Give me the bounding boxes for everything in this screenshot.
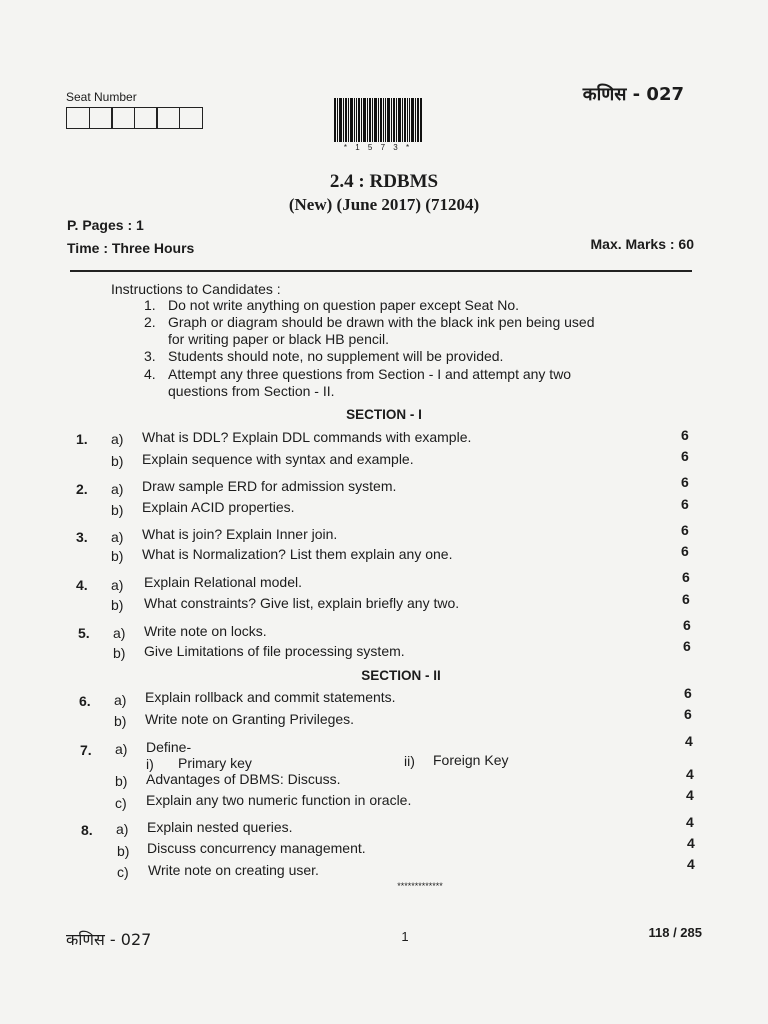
question-text: Explain any two numeric function in oracle.	[146, 792, 412, 808]
barcode-number: * 1 5 7 3 *	[343, 143, 413, 152]
section-2-heading: SECTION - II	[361, 668, 441, 683]
seat-number-label: Seat Number	[66, 90, 137, 104]
question-part-label: a)	[111, 577, 124, 593]
question-part-label: a)	[111, 529, 124, 545]
question-text: Explain rollback and commit statements.	[145, 689, 396, 705]
page-count: P. Pages : 1	[67, 217, 144, 233]
question-number: 1.	[76, 431, 88, 447]
question-text: Explain nested queries.	[147, 819, 293, 835]
section-1-heading: SECTION - I	[346, 407, 422, 422]
question-text: Draw sample ERD for admission system.	[142, 478, 397, 494]
seat-box	[89, 107, 113, 129]
define-item-text: Primary key	[178, 755, 252, 771]
seat-box	[66, 107, 90, 129]
question-marks: 4	[686, 814, 694, 830]
instruction-item	[144, 297, 664, 314]
instruction-text: Students should note, no supplement will be provided.	[168, 348, 504, 364]
instruction-number: 2.	[144, 314, 156, 330]
question-marks: 4	[687, 856, 695, 872]
question-text: Write note on creating user.	[148, 862, 319, 878]
footer-paper-code: कणिस - 027	[66, 930, 152, 949]
question-part-label: b)	[111, 548, 124, 564]
question-part-label: a)	[111, 431, 124, 447]
question-part-label: b)	[111, 453, 124, 469]
instruction-item	[144, 348, 664, 365]
question-marks: 6	[681, 474, 689, 490]
seat-box	[111, 107, 135, 129]
seat-number-boxes	[66, 107, 201, 129]
question-marks: 6	[682, 569, 690, 585]
footer-serial: 118 / 285	[648, 925, 702, 940]
seat-box	[134, 107, 158, 129]
paper-code: कणिस - 027	[582, 84, 684, 105]
question-part-label: b)	[111, 502, 124, 518]
question-text: Write note on Granting Privileges.	[145, 711, 355, 727]
question-marks: 6	[681, 522, 689, 538]
question-part-label: a)	[116, 821, 129, 837]
question-number: 7.	[80, 742, 92, 758]
question-number: 4.	[76, 577, 88, 593]
question-part-label: a)	[113, 625, 126, 641]
define-item-text: Foreign Key	[433, 752, 509, 768]
question-part-label: b)	[111, 597, 124, 613]
seat-box	[179, 107, 203, 129]
question-marks: 4	[687, 835, 695, 851]
instruction-text: Attempt any three questions from Section - I and attempt any two	[168, 366, 572, 382]
paper-subtitle: (New) (June 2017) (71204)	[288, 195, 480, 214]
define-item-label: ii)	[404, 753, 415, 769]
question-marks: 6	[684, 706, 692, 722]
question-part-label: b)	[113, 645, 126, 661]
question-text: Explain ACID properties.	[142, 499, 295, 515]
question-part-label: b)	[117, 843, 130, 859]
instructions-heading: Instructions to Candidates :	[111, 281, 281, 297]
instruction-text: for writing paper or black HB pencil.	[168, 331, 389, 347]
question-text: What is Normalization? List them explain any one.	[142, 546, 453, 562]
question-marks: 6	[683, 638, 691, 654]
question-marks: 6	[681, 448, 689, 464]
question-text: Define-	[146, 739, 192, 755]
question-part-label: a)	[111, 481, 124, 497]
instruction-item	[144, 314, 664, 348]
question-text: What is join? Explain Inner join.	[142, 526, 338, 542]
question-part-label: c)	[115, 795, 127, 811]
question-marks: 4	[686, 766, 694, 782]
seat-box	[156, 107, 180, 129]
question-part-label: b)	[115, 773, 128, 789]
question-marks: 6	[681, 543, 689, 559]
question-text: What is DDL? Explain DDL commands with example.	[142, 429, 472, 445]
instruction-number: 4.	[144, 366, 156, 382]
question-part-label: c)	[117, 864, 129, 880]
instruction-item	[144, 366, 664, 400]
question-text: Write note on locks.	[144, 623, 267, 639]
question-part-label: a)	[114, 692, 127, 708]
question-marks: 6	[682, 591, 690, 607]
instruction-text: questions from Section - II.	[168, 383, 335, 399]
instruction-text: Do not write anything on question paper except Seat No.	[168, 297, 519, 313]
question-part-label: a)	[115, 741, 128, 757]
instruction-text: Graph or diagram should be drawn with the black ink pen being used	[168, 314, 595, 330]
question-text: Explain sequence with syntax and example.	[142, 451, 414, 467]
question-number: 6.	[79, 693, 91, 709]
instruction-number: 3.	[144, 348, 156, 364]
question-text: Discuss concurrency management.	[147, 840, 366, 856]
paper-title: 2.4 : RDBMS	[329, 171, 439, 192]
question-marks: 4	[685, 733, 693, 749]
question-number: 3.	[76, 529, 88, 545]
question-number: 5.	[78, 625, 90, 641]
question-marks: 6	[681, 496, 689, 512]
header-divider	[70, 270, 692, 272]
instruction-number: 1.	[144, 297, 156, 313]
question-text: Give Limitations of file processing system.	[144, 643, 405, 659]
define-item-label: i)	[146, 756, 154, 772]
question-marks: 6	[684, 685, 692, 701]
barcode-icon	[334, 98, 422, 142]
max-marks: Max. Marks : 60	[590, 236, 694, 252]
question-part-label: b)	[114, 713, 127, 729]
page-number: 1	[401, 929, 409, 944]
question-number: 2.	[76, 481, 88, 497]
question-marks: 6	[681, 427, 689, 443]
question-marks: 6	[683, 617, 691, 633]
question-text: What constraints? Give list, explain briefly any two.	[144, 595, 460, 611]
question-text: Advantages of DBMS: Discuss.	[146, 771, 341, 787]
exam-duration: Time : Three Hours	[67, 240, 195, 256]
question-marks: 4	[686, 787, 694, 803]
question-number: 8.	[81, 822, 93, 838]
question-text: Explain Relational model.	[144, 574, 302, 590]
end-of-paper-marker: *************	[397, 881, 443, 891]
